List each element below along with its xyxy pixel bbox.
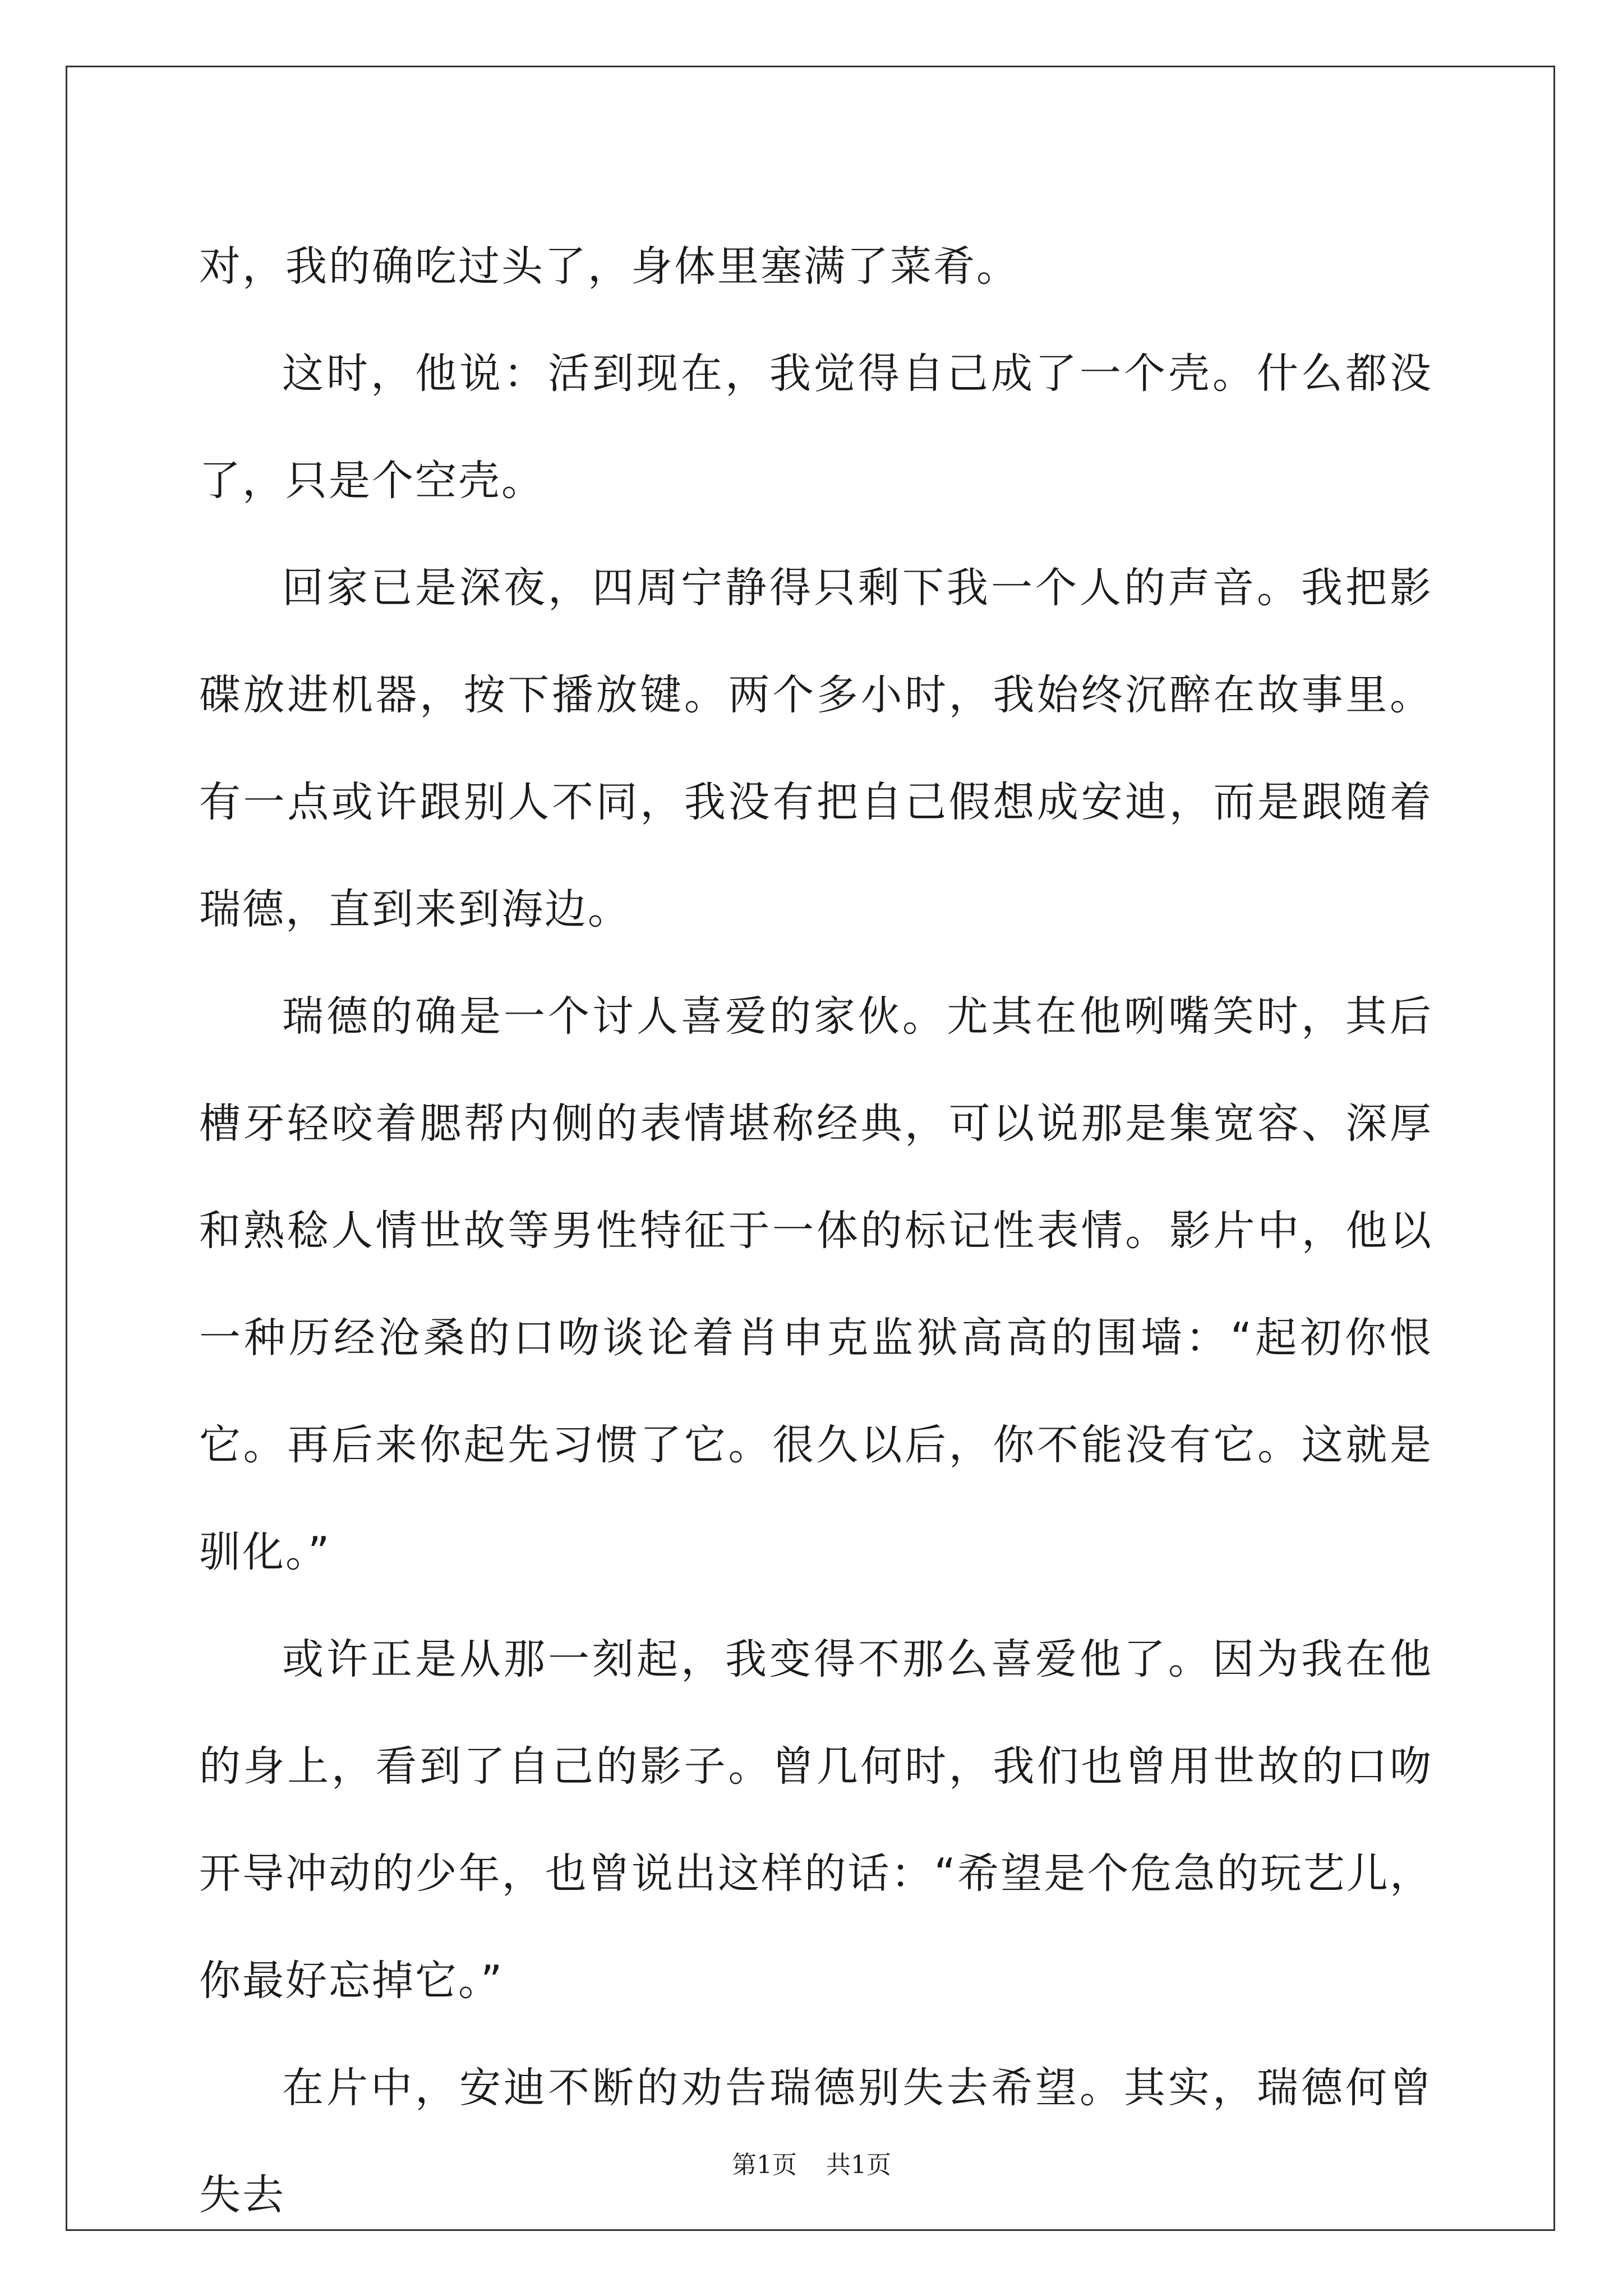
paragraph: 在片中，安迪不断的劝告瑞德别失去希望。其实，瑞德何曾失去 — [199, 2064, 1433, 2219]
paragraph: 瑞德的确是一个讨人喜爱的家伙。尤其在他咧嘴笑时，其后槽牙轻咬着腮帮内侧的表情堪称经典，可以说那是集宽容、深厚和熟稔人情世故等男性特征于一体的标记性表情。影片中，他以一种历经沧桑的口吻谈论着肖申克监狱高高的围墙：“起初你恨它。再后来你起先习惯了它。很久以后，你不能没有它。这就是驯化。” — [199, 992, 1433, 1576]
paragraph: 回家已是深夜，四周宁静得只剩下我一个人的声音。我把影碟放进机器，按下播放键。两个多小时，我始终沉醉在故事里。有一点或许跟别人不同，我没有把自己假想成安迪，而是跟随着瑞德，直到来到海边。 — [199, 564, 1433, 933]
paragraph: 对，我的确吃过头了，身体里塞满了菜肴。 — [199, 242, 1020, 291]
page-footer — [0, 2148, 1623, 2182]
page-total: 共1页 — [826, 2151, 891, 2179]
paragraph: 这时，他说：活到现在，我觉得自己成了一个壳。什么都没了，只是个空壳。 — [199, 349, 1433, 505]
paragraph: 或许正是从那一刻起，我变得不那么喜爱他了。因为我在他的身上，看到了自己的影子。曾几何时，我们也曾用世故的口吻开导冲动的少年，也曾说出这样的话：“希望是个危急的玩艺儿，你最好忘掉它。” — [199, 1635, 1433, 2005]
document-body — [199, 213, 1433, 2249]
page-number: 第1页 — [732, 2151, 797, 2179]
